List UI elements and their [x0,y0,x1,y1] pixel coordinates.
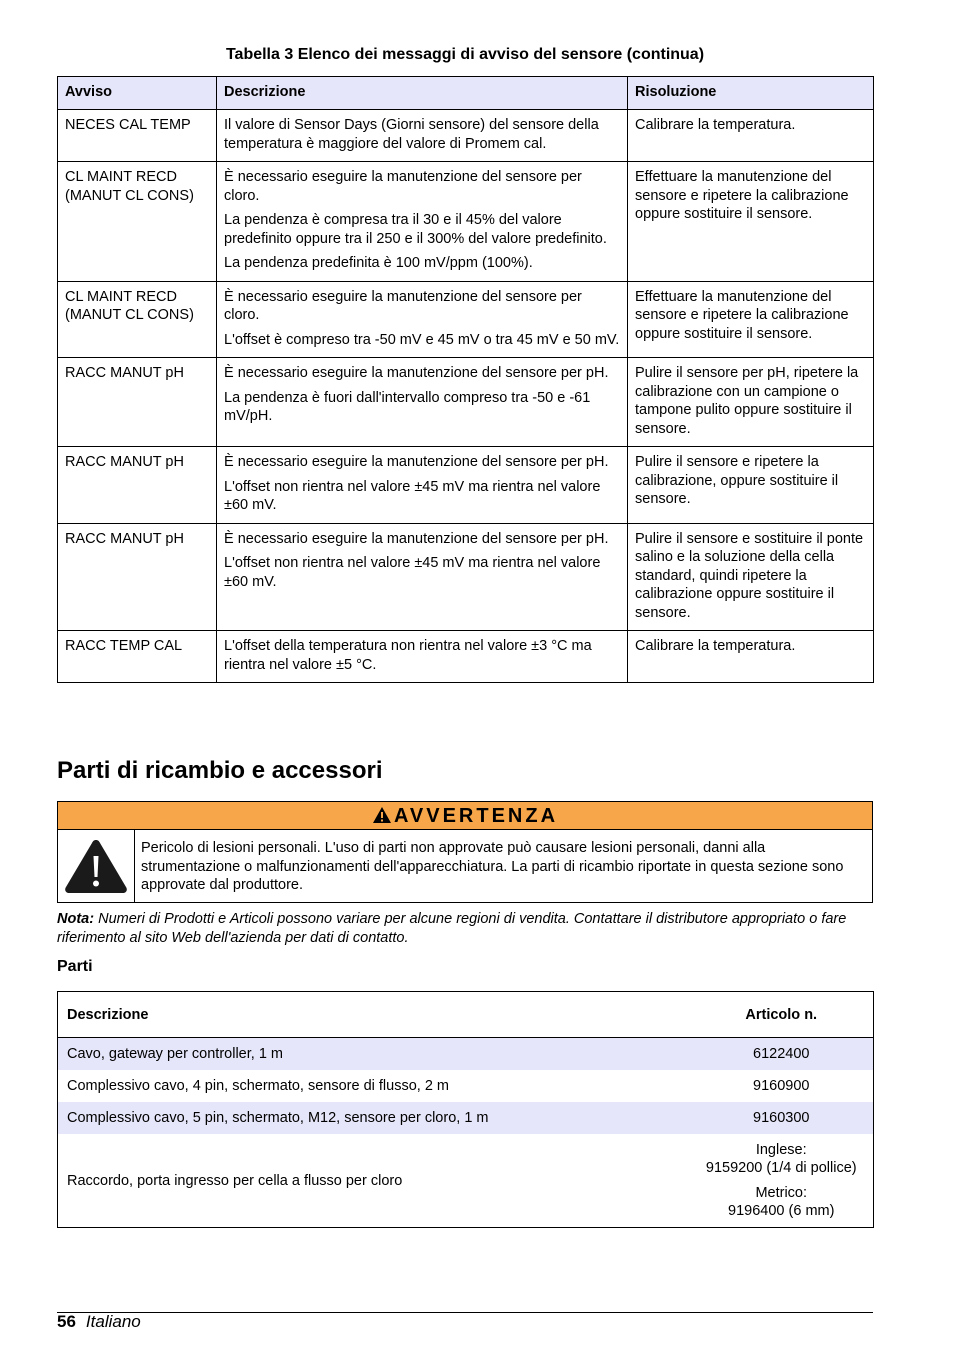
part-description: Complessivo cavo, 4 pin, schermato, sensore di flusso, 2 m [67,1078,449,1094]
warning-header [58,802,872,830]
part-description: Complessivo cavo, 5 pin, schermato, M12, sensore per cloro, 1 m [58,1102,690,1134]
descrizione-paragraph: È necessario eseguire la manutenzione del sensore per pH. [224,365,609,381]
part-number [690,1134,874,1228]
section-title: Parti di ricambio e accessori [57,757,383,784]
warning-title: AVVERTENZA [393,805,559,827]
risoluzione-cell: Pulire il sensore e sostituire il ponte salino e la soluzione della cella standard, quindi ripetere la calibrazione oppure sostituire il sensore. [628,523,874,631]
part-number-value: 9159200 (1/4 di pollice) [705,1160,857,1176]
header-articolo: Articolo n. [690,992,874,1038]
descrizione-paragraph: La pendenza predefinita è 100 mV/ppm (100%). [224,255,533,271]
page-number: 56 [57,1312,76,1331]
part-number: 9160900 [753,1078,810,1094]
table-row [58,447,874,524]
descrizione-cell [217,631,628,683]
table-row [58,1134,874,1228]
table-row [58,1038,874,1071]
part-description: Raccordo, porta ingresso per cella a flusso per cloro [67,1172,403,1189]
header-descrizione: Descrizione [58,992,690,1038]
descrizione-paragraph: È necessario eseguire la manutenzione del sensore per pH. [224,454,609,470]
header-risoluzione: Risoluzione [628,77,874,110]
descrizione-paragraph: La pendenza è fuori dall'intervallo compreso tra -50 e -61 mV/pH. [224,389,591,424]
warning-box [57,801,873,903]
part-number-line [699,1184,865,1220]
table-row [58,1102,874,1134]
descrizione-cell [217,358,628,447]
descrizione-paragraph: È necessario eseguire la manutenzione del sensore per cloro. [224,288,582,323]
avviso-cell: RACC MANUT pH [58,523,217,631]
parts-heading: Parti [57,958,93,975]
part-number-label: Metrico: [755,1185,808,1201]
parts-table [57,991,874,1228]
page-footer [57,1312,141,1332]
descrizione-cell [217,447,628,524]
descrizione-paragraph: L'offset non rientra nel valore ±45 mV ma rientra nel valore ±60 mV. [224,478,601,513]
table-header-row [58,77,874,110]
table-row [58,162,874,282]
part-number-value: 9196400 (6 mm) [728,1203,835,1219]
table-row [58,631,874,683]
header-descrizione: Descrizione [217,77,628,110]
table-header-row [58,992,874,1038]
risoluzione-cell: Calibrare la temperatura. [628,110,874,162]
descrizione-cell [217,281,628,358]
warning-text: Pericolo di lesioni personali. L'uso di parti non approvate può causare lesioni personali, danni alla strumentazione o malfunzionamenti dell'apparecchiatura. La parti di ricambio riportate in questa sezione sono approvate dal produttore. [141,840,844,893]
table-row [58,281,874,358]
part-description: Cavo, gateway per controller, 1 m [58,1038,690,1071]
risoluzione-cell: Calibrare la temperatura. [628,631,874,683]
note-label: Nota: [57,911,95,927]
table-caption: Tabella 3 Elenco dei messaggi di avviso del sensore (continua) [225,46,705,63]
table-row [58,110,874,162]
descrizione-paragraph: È necessario eseguire la manutenzione del sensore per pH. [224,530,609,547]
header-avviso: Avviso [58,77,217,110]
risoluzione-cell: Effettuare la manutenzione del sensore e ripetere la calibrazione oppure sostituire il sensore. [628,162,874,282]
part-number-label: Inglese: [755,1142,807,1158]
descrizione-cell [217,523,628,631]
table-row [58,523,874,631]
table-row [58,358,874,447]
avviso-cell: CL MAINT RECD (MANUT CL CONS) [58,281,217,358]
avviso-cell: RACC TEMP CAL [58,631,217,683]
note [57,910,873,947]
risoluzione-cell: Pulire il sensore e ripetere la calibrazione, oppure sostituire il sensore. [628,447,874,524]
descrizione-paragraph: L'offset non rientra nel valore ±45 mV ma rientra nel valore ±60 mV. [224,555,601,590]
risoluzione-cell: Effettuare la manutenzione del sensore e ripetere la calibrazione oppure sostituire il sensore. [628,281,874,358]
descrizione-cell [217,162,628,282]
risoluzione-cell: Pulire il sensore per pH, ripetere la calibrazione con un campione o tampone pulito oppure sostituire il sensore. [628,358,874,447]
descrizione-paragraph: È necessario eseguire la manutenzione del sensore per cloro. [224,169,582,204]
footer-divider [57,1312,873,1313]
avviso-cell: CL MAINT RECD (MANUT CL CONS) [58,162,217,282]
part-number-line [699,1141,865,1177]
note-text: Numeri di Prodotti e Articoli possono variare per alcune regioni di vendita. Contattare il distributore appropriato o fare riferimento al sito Web dell'azienda per dati di contatto. [57,911,847,946]
avviso-cell: RACC MANUT pH [58,447,217,524]
part-number: 6122400 [690,1038,874,1071]
descrizione-paragraph: L'offset è compreso tra -50 mV e 45 mV o tra 45 mV e 50 mV. [224,331,620,348]
descrizione-paragraph: L'offset della temperatura non rientra nel valore ±3 °C ma rientra nel valore ±5 °C. [224,638,592,673]
table-row [58,1070,874,1102]
avviso-cell: RACC MANUT pH [58,358,217,447]
descrizione-paragraph: Il valore di Sensor Days (Giorni sensore) del sensore della temperatura è maggiore del valore di Promem cal. [224,117,599,152]
warning-triangle-icon [58,830,135,902]
footer-language: Italiano [85,1312,141,1331]
descrizione-cell [217,110,628,162]
part-number: 9160300 [690,1102,874,1134]
warning-triangle-icon [372,806,392,824]
avviso-cell: NECES CAL TEMP [58,110,217,162]
descrizione-paragraph: La pendenza è compresa tra il 30 e il 45% del valore predefinito oppure tra il 250 e il 300% del valore predefinito. [224,212,607,247]
sensor-warning-table [57,76,874,683]
